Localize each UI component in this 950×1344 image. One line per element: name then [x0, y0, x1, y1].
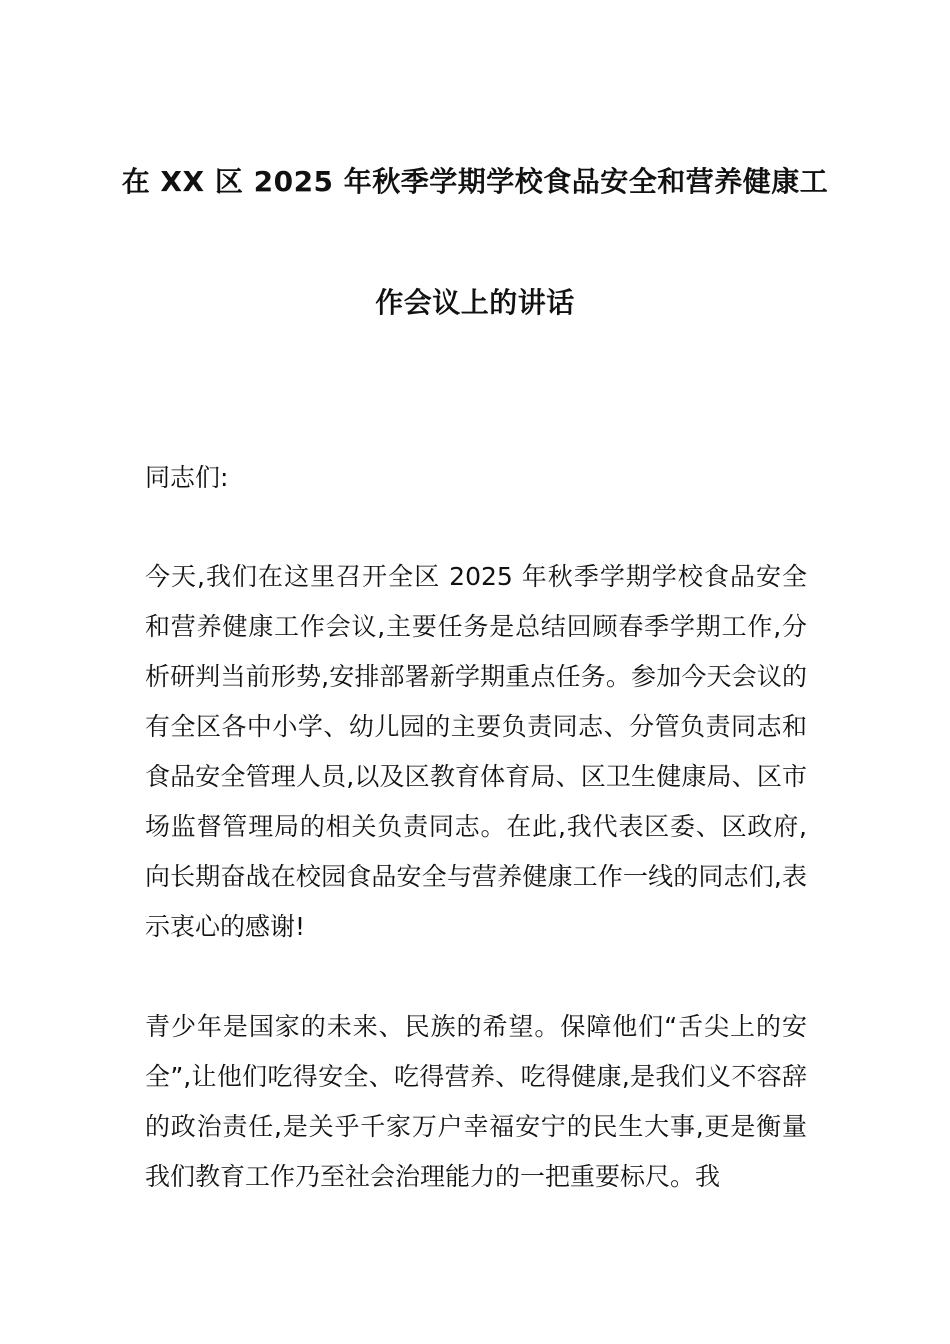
paragraph-2: 青少年是国家的未来、民族的希望。保障他们“舌尖上的安全”,让他们吃得安全、吃得营养、吃得健康,是我们义不容辞的政治责任,是关乎千家万户幸福安宁的民生大事,更是衡量我们教育工作乃至社会治理能力的一把重要标尺。我	[145, 1012, 807, 1191]
document-title-line-1: 在 XX 区 2025 年秋季学期学校食品安全和营养健康工	[121, 165, 829, 198]
salutation: 同志们:	[145, 463, 229, 492]
document-title-line-2: 作会议上的讲话	[375, 286, 575, 319]
paragraph-1: 今天,我们在这里召开全区 2025 年秋季学期学校食品安全和营养健康工作会议,主要任务是总结回顾春季学期工作,分析研判当前形势,安排部署新学期重点任务。参加今天会议的有全区各中小学、幼儿园的主要负责同志、分管负责同志和食品安全管理人员,以及区教育体育局、区卫生健康局、区市场监督管理局的相关负责同志。在此,我代表区委、区政府,向长期奋战在校园食品安全与营养健康工作一线的同志们,表示衷心的感谢!	[145, 562, 807, 941]
